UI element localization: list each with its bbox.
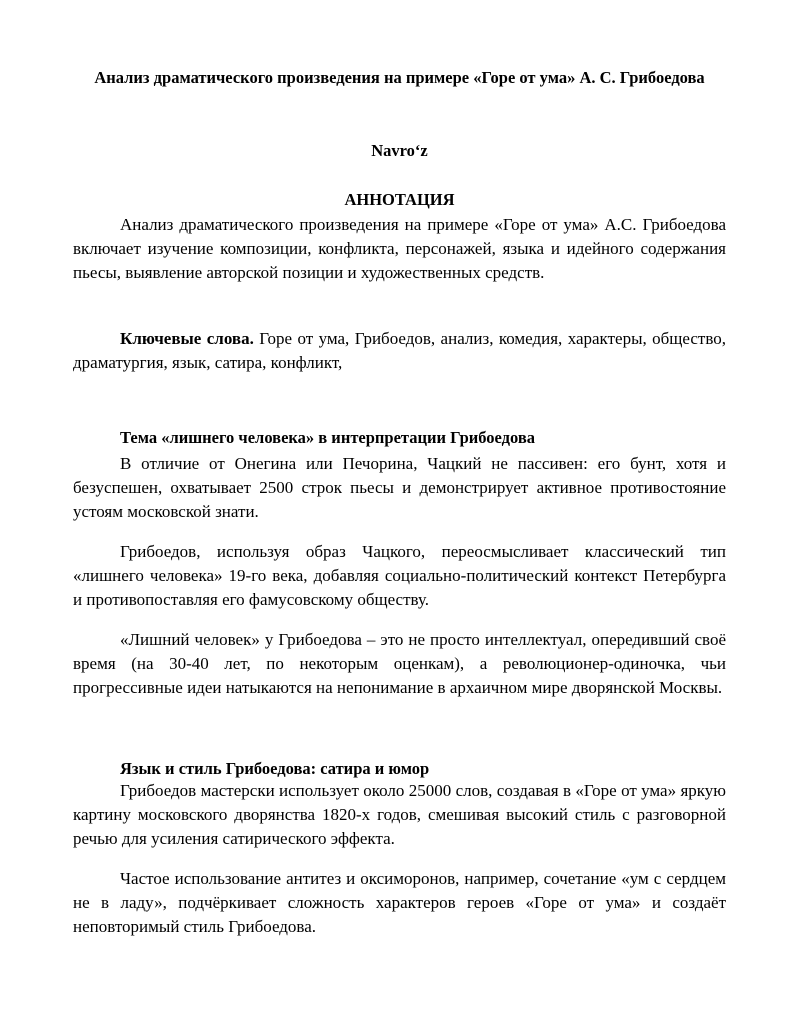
section1-paragraph: «Лишний человек» у Грибоедова – это не просто интеллектуал, опередивший своё время (на 30-40 лет, по некоторым оценкам), а революционер-одиночка, чьи прогрессивные идеи натыкаются на непонимание в архаичном мире дворянской Москвы.: [73, 630, 726, 697]
annotation-heading: АННОТАЦИЯ: [344, 190, 455, 209]
section2-paragraph-2-block: [73, 867, 726, 939]
document-title: [73, 65, 726, 90]
section2-paragraph: Грибоедов мастерски использует около 25000 слов, создавая в «Горе от ума» яркую картину московского дворянства 1820-х годов, смешивая высокий стиль с разговорной речью для усиления сатирического эффекта.: [73, 781, 726, 848]
keywords-section: [73, 327, 726, 375]
section1-heading: Тема «лишнего человека» в интерпретации Грибоедова: [120, 428, 536, 447]
section1-paragraph: Грибоедов, используя образ Чацкого, переосмысливает классический тип «лишнего человека» 19-го века, добавляя социально-политический контекст Петербурга и противопоставляя его фамусовскому обществу.: [73, 542, 726, 609]
keywords-text: Горе от ума, Грибоедов, анализ, комедия, характеры, общество, драматургия, язык, сатира, конфликт,: [73, 329, 726, 372]
section1-paragraph-1-block: [73, 452, 726, 524]
section1-paragraph: В отличие от Онегина или Печорина, Чацкий не пассивен: его бунт, хотя и безуспешен, охватывает 2500 строк пьесы и демонстрирует активное противостояние устоям московской знати.: [73, 454, 726, 521]
keywords-label: Ключевые слова.: [120, 329, 254, 348]
section1-paragraph-3-block: [73, 628, 726, 700]
document-title-text: Анализ драматического произведения на примере «Горе от ума» А. С. Грибоедова: [94, 68, 705, 87]
annotation-section: [73, 213, 726, 285]
keywords-paragraph: [73, 327, 726, 375]
section1-paragraph-2-block: [73, 540, 726, 612]
section2-paragraph: Частое использование антитез и оксиморонов, например, сочетание «ум с сердцем не в ладу», подчёркивает сложность характеров героев «Горе от ума» и создаёт неповторимый стиль Грибоедова.: [73, 869, 726, 936]
annotation-paragraph: Анализ драматического произведения на примере «Горе от ума» А.С. Грибоедова включает изучение композиции, конфликта, персонажей, языка и идейного содержания пьесы, выявление авторской позиции и художественных средств.: [73, 215, 726, 282]
section2-paragraph-1-block: [73, 779, 726, 851]
author-name: Navro‘z: [371, 141, 428, 160]
section2-heading: Язык и стиль Грибоедова: сатира и юмор: [120, 759, 430, 778]
